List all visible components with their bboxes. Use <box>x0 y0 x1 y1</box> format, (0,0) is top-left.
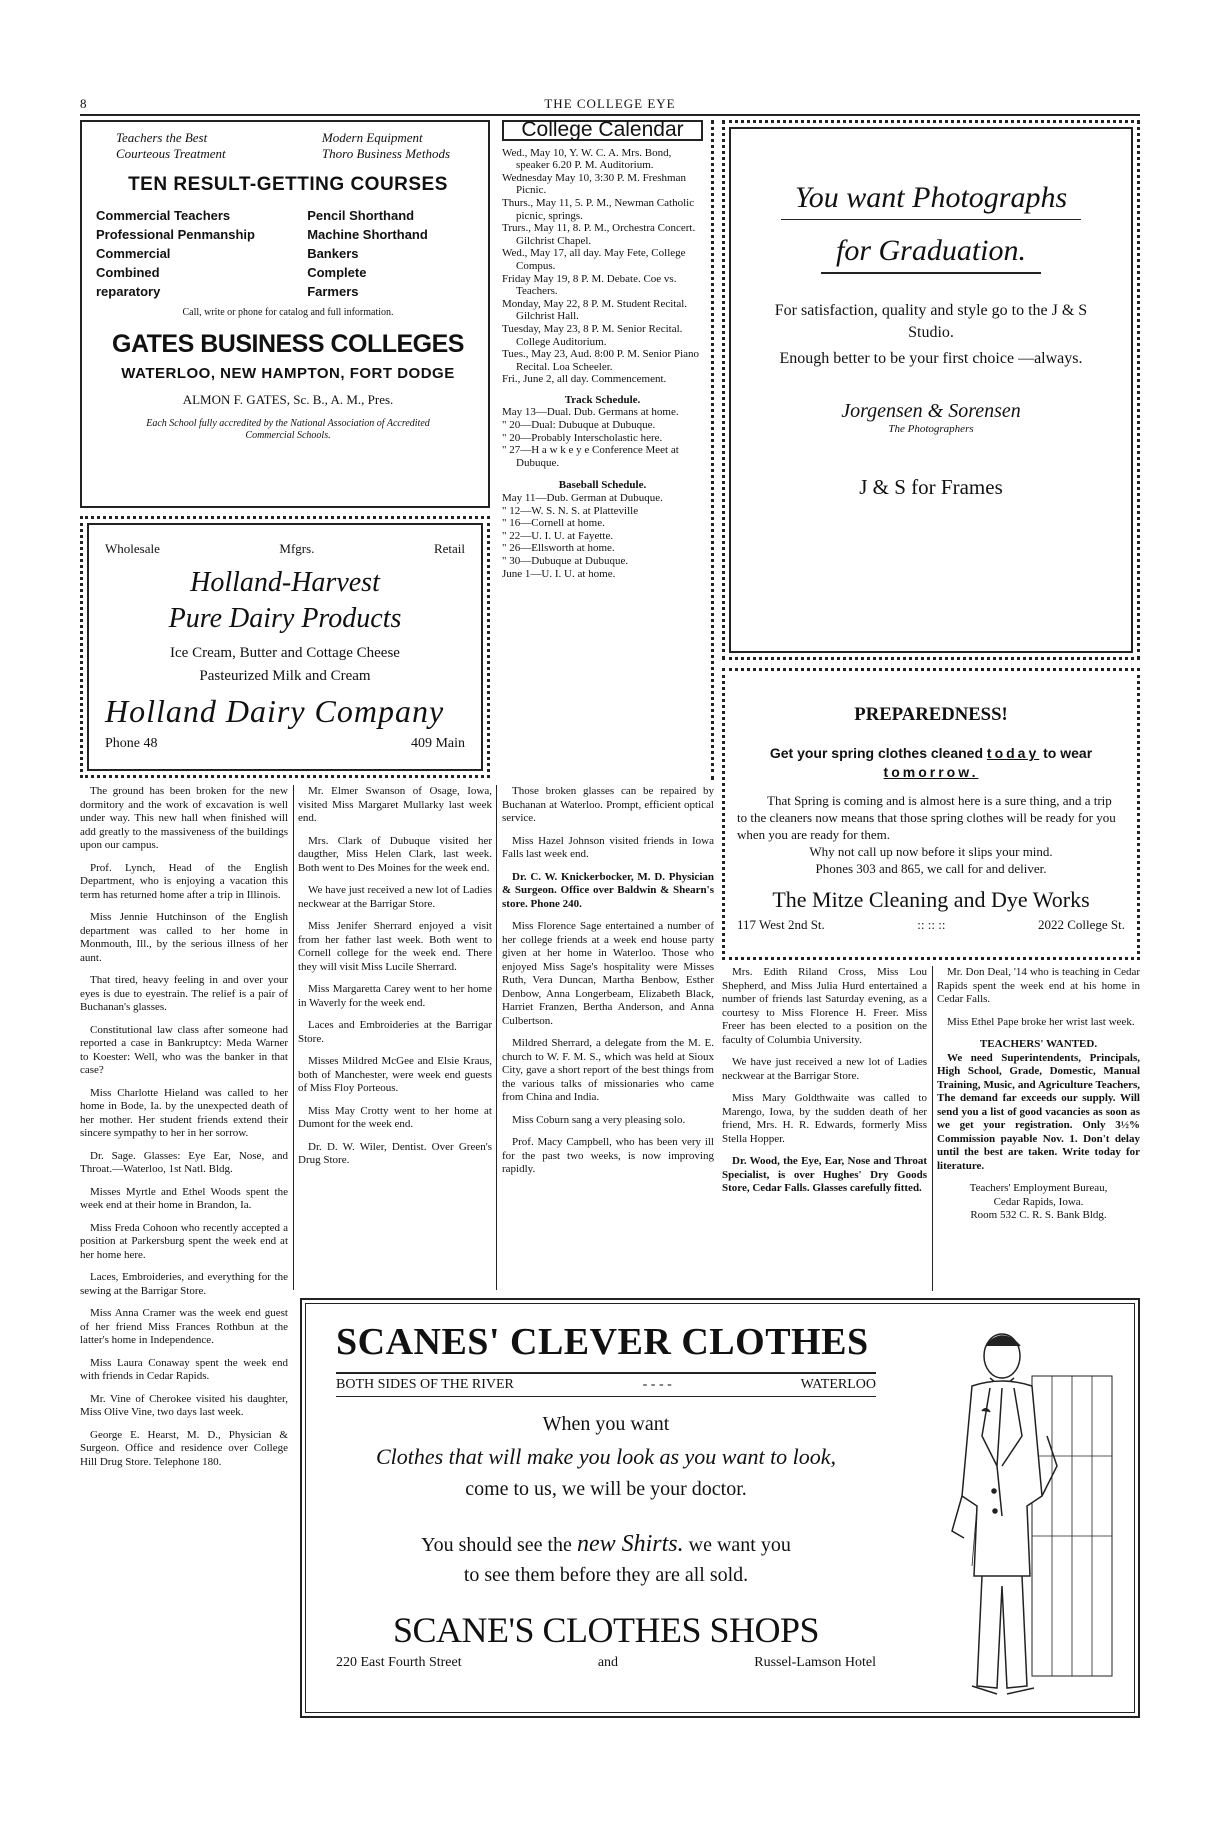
track-item: " 27—H a w k e y e Conference Meet at Dubuque. <box>502 444 679 469</box>
college-calendar <box>500 120 714 780</box>
scanes-line-2: Clothes that will make you look as you want to look, <box>375 1444 837 1469</box>
news-item: The ground has been broken for the new dormitory and the work of excavation is well under way. This new hall when finished will add greatly to the massiveness of the buildings upon our campus. <box>80 785 288 851</box>
news-item: Laces and Embroideries at the Barrigar Store. <box>298 1019 492 1045</box>
mitze-phones: Phones 303 and 865, we call for and deliver. <box>815 861 1047 877</box>
track-item: May 13—Dual. Dub. Germans at home. <box>502 406 679 419</box>
mitze-address-1: 117 West 2nd St. <box>737 917 825 933</box>
calendar-event: Wednesday May 10, 3:30 P. M. Freshman Picnic. <box>502 171 686 197</box>
track-item: " 20—Probably Interscholastic here. <box>502 431 663 444</box>
tagline-left: Teachers the Best Courteous Treatment <box>116 130 226 161</box>
mitze-subheadline: Get your spring clothes cleaned today to wear tomorrow. <box>769 745 1093 781</box>
calendar-event: Friday May 19, 8 P. M. Debate. Coe vs. Teachers. <box>502 272 677 298</box>
news-item: Constitutional law class after someone had reported a case in Bankruptcy: Meda Warner to Koester: Well, who was the banker in that case? <box>80 1023 288 1076</box>
course-item: Commercial Teachers <box>96 208 231 223</box>
phone: Phone 48 <box>105 736 158 751</box>
product-line-1: Ice Cream, Butter and Cottage Cheese <box>170 645 400 661</box>
news-item: We have just received a new lot of Ladies neckwear at the Barrigar Store. <box>722 1056 927 1082</box>
news-column-4 <box>722 966 927 1205</box>
news-item: Those broken glasses can be repaired by Buchanan at Waterloo. Prompt, efficient optical service. <box>502 785 714 824</box>
course-item: Machine Shorthand <box>307 227 428 242</box>
course-item: Commercial <box>96 246 171 261</box>
js-body-2: Enough better to be your first choice —always. <box>779 350 1083 367</box>
teachers-wanted-body: We need Superintendents, Principals, High School, Grade, Domestic, Manual Training, Music, and Agriculture Teachers, The demand far exceeds our supply. Will send you a list of good vacancies as soon as we get your registration. Only 3½% Commission payable Nov. 1. Don't delay until the best are taken. Write today for literature. <box>937 1051 1140 1172</box>
scanes-line-3: come to us, we will be your doctor. <box>465 1478 747 1500</box>
calendar-event: Tues., May 23, Aud. 8:00 P. M. Senior Piano Recital. Loa Scheeler. <box>502 348 700 373</box>
news-item: Miss Florence Sage entertained a number of her college friends at a week end house party given at her home in Waterloo. Those who enjoyed Miss Sage's hospitality were Misses Ruth, Vera Duncan, Martha Benbow, Esther Denbow, Anna Longerbeam, Elizabeth Black, Harriet Franzen, Bertha Anderson, and Anna Culbertson. <box>502 920 714 1027</box>
baseball-item: " 30—Dubuque at Dubuque. <box>502 555 629 567</box>
news-item: George E. Hearst, M. D., Physician & Surgeon. Office and residence over College Hill Drug Store. Telephone 180. <box>80 1428 288 1468</box>
news-column-1 <box>80 785 288 1478</box>
baseball-item: May 11—Dub. German at Dubuque. <box>502 492 663 505</box>
track-item: " 20—Dual: Dubuque at Dubuque. <box>502 419 656 432</box>
mitze-address-2: 2022 College St. <box>1037 917 1125 933</box>
gates-president: ALMON F. GATES, Sc. B., A. M., Pres. <box>182 392 394 407</box>
retail-label: Retail <box>433 541 465 556</box>
scanes-clever-clothes-ad <box>300 1298 1140 1718</box>
call-line: Call, write or phone for catalog and full information. <box>182 307 394 318</box>
news-item: Miss Jennie Hutchinson of the English department was called to her home in Monmouth, Ill., by the serious illness of her aunt. <box>80 911 288 964</box>
js-body-1: For satisfaction, quality and style go to the J & S Studio. <box>774 302 1088 341</box>
news-item: Miss Laura Conaway spent the week end with friends in Cedar Rapids. <box>80 1356 288 1382</box>
js-headline-1: You want Photographs <box>781 181 1081 220</box>
scanes-line-5: to see them before they are all sold. <box>463 1564 749 1586</box>
scanes-subline: BOTH SIDES OF THE RIVER - - - - WATERLOO <box>336 1372 876 1397</box>
teachers-wanted-title: TEACHERS' WANTED. <box>979 1038 1098 1050</box>
header-rule <box>80 114 1140 116</box>
mfgrs-label: Mfgrs. <box>279 541 315 556</box>
news-item: Miss Freda Cohoon who recently accepted a position at Parkersburg spent the week end at her home here. <box>80 1221 288 1261</box>
news-item: That tired, heavy feeling in and over your eyes is due to eyestrain. The relief is a pair of Buchanan's glasses. <box>80 974 288 1013</box>
js-headline-2: for Graduation. <box>821 234 1041 274</box>
scanes-line-1: When you want <box>542 1413 670 1435</box>
news-item: Dr. D. W. Wiler, Dentist. Over Green's Drug Store. <box>298 1140 492 1166</box>
news-item: Miss Coburn sang a very pleasing solo. <box>512 1113 686 1126</box>
calendar-event: Monday, May 22, 8 P. M. Student Recital. Gilchrist Hall. <box>502 297 688 323</box>
scanes-shops: SCANE'S CLOTHES SHOPS <box>392 1610 820 1650</box>
course-item: reparatory <box>96 284 161 299</box>
scanes-line-4: You should see the new Shirts. we want you <box>421 1531 791 1557</box>
js-studio-name: Jorgensen & Sorensen <box>841 400 1021 422</box>
news-item: Mr. Vine of Cherokee visited his daughter, Miss Olive Vine, two days last week. <box>80 1392 288 1418</box>
news-item: Laces, Embroideries, and everything for the sewing at the Barrigar Store. <box>80 1271 288 1297</box>
mitze-name: The Mitze Cleaning and Dye Works <box>772 887 1090 913</box>
newspaper-title: THE COLLEGE EYE <box>544 96 676 111</box>
calendar-event: Wed., May 10, Y. W. C. A. Mrs. Bond, speaker 6.20 P. M. Auditorium. <box>502 146 672 172</box>
jorgensen-sorensen-ad <box>722 120 1140 660</box>
baseball-item: " 26—Ellsworth at home. <box>502 542 615 555</box>
column-divider <box>496 785 497 1290</box>
tagline-right: Modern Equipment Thoro Business Methods <box>321 130 450 161</box>
news-item: Misses Mildred McGee and Elsie Kraus, both of Manchester, were week end guests of Miss Floy Porteous. <box>298 1055 492 1094</box>
wholesale-label: Wholesale <box>105 541 160 556</box>
news-item: Mr. Don Deal, '14 who is teaching in Cedar Rapids spent the week end at his home in Cedar Falls. <box>937 966 1140 1005</box>
product-line-2: Pasteurized Milk and Cream <box>199 668 371 684</box>
news-item: Misses Myrtle and Ethel Woods spent the week end at their home in Brandon, Ia. <box>80 1185 288 1211</box>
calendar-event: Trurs., May 11, 8. P. M., Orchestra Concert. Gilchrist Chapel. <box>502 222 696 247</box>
news-item: Prof. Macy Campbell, who has been very ill for the past two weeks, is now improving rapidly. <box>502 1136 714 1175</box>
news-item: Miss Jenifer Sherrard enjoyed a visit from her father last week. Both went to Cornell college for the week end. There they will visit Miss Lucile Sherrard. <box>298 920 492 973</box>
news-item: Miss Mary Goldthwaite was called to Marengo, Iowa, by the sudden death of her friend, Mrs. H. R. Edwards, formerly Miss Stella Hopper. <box>722 1092 927 1145</box>
news-column-3 <box>502 785 714 1186</box>
course-item: Bankers <box>307 246 359 261</box>
company-name: Holland Dairy Company <box>105 693 445 729</box>
baseball-item: " 12—W. S. N. S. at Platteville <box>502 504 639 517</box>
mitze-separator: :: :: :: <box>917 917 946 933</box>
news-item: Miss Charlotte Hieland was called to her home in Bode, Ia. by the unexpected death of her mother. Her student friends extend their sincere sympathy to her in her sorrow. <box>80 1086 288 1139</box>
baseball-item: June 1—U. I. U. at home. <box>502 567 616 580</box>
news-column-2 <box>298 785 492 1177</box>
calendar-event: Fri., June 2, all day. Commencement. <box>502 373 667 386</box>
news-item: Miss Ethel Pape broke her wrist last week. <box>947 1015 1135 1028</box>
preparedness-headline: PREPAREDNESS! <box>854 703 1008 725</box>
news-item: Miss Hazel Johnson visited friends in Iowa Falls last week end. <box>502 834 714 860</box>
course-item: Farmers <box>307 284 359 299</box>
news-item: Miss May Crotty went to her home at Dumont for the week end. <box>298 1104 492 1130</box>
news-item: Prof. Lynch, Head of the English Department, who is enjoying a vacation this term has returned home after a trip in Illinois. <box>80 861 288 901</box>
course-item: Professional Penmanship <box>96 227 255 242</box>
column-divider <box>932 966 933 1291</box>
gentleman-illustration <box>902 1316 1122 1706</box>
scanes-addresses: 220 East Fourth Street and Russel-Lamson Hotel <box>336 1655 876 1670</box>
gates-name: GATES BUSINESS COLLEGES <box>112 330 464 358</box>
news-item: Mr. Elmer Swanson of Osage, Iowa, visited Miss Margaret Mullarky last week end. <box>298 785 492 824</box>
scanes-headline: SCANES' CLEVER CLOTHES <box>336 1321 869 1363</box>
js-frames: J & S for Frames <box>859 475 1003 499</box>
mitze-body-1: That Spring is coming and is almost here is a sure thing, and a trip to the cleaners now means that those spring clothes will be ready for you when you are ready for them. <box>737 793 1116 843</box>
page-number: 8 <box>80 96 87 111</box>
news-column-5 <box>937 966 1140 1223</box>
baseball-item: " 22—U. I. U. at Fayette. <box>502 529 614 542</box>
news-item: Dr. Sage. Glasses: Eye Ear, Nose, and Throat.—Waterloo, 1st Natl. Bldg. <box>80 1149 288 1175</box>
calendar-event: Thurs., May 11, 5. P. M., Newman Catholic picnic, springs. <box>502 196 695 222</box>
course-item: Complete <box>307 265 367 280</box>
teachers-bureau: Teachers' Employment Bureau, Cedar Rapids, Iowa. Room 532 C. R. S. Bank Bldg. <box>969 1182 1108 1221</box>
news-item: Mrs. Clark of Dubuque visited her daugther, Miss Helen Clark, last week. Both went to Des Moines for the week end. <box>298 834 492 874</box>
courses-list <box>96 206 480 301</box>
track-schedule-title: Track Schedule. <box>564 393 641 406</box>
news-item: Miss Margaretta Carey went to her home in Waverly for the week end. <box>298 983 492 1009</box>
calendar-event: Wed., May 17, all day. May Fete, College Compus. <box>502 247 686 272</box>
news-item: Miss Anna Cramer was the week end guest of her friend Miss Frances Rothbun at the latter's home in Independence. <box>80 1307 288 1346</box>
news-item: Dr. Wood, the Eye, Ear, Nose and Throat Specialist, is over Hughes' Dry Goods Store, Cedar Falls. Glasses carefully fitted. <box>722 1155 927 1194</box>
mitze-body-2: Why not call up now before it slips your mind. <box>809 844 1053 860</box>
baseball-schedule-title: Baseball Schedule. <box>558 479 647 492</box>
js-studio-sub: The Photographers <box>888 423 974 435</box>
brand-name: Holland-Harvest <box>190 567 380 598</box>
column-divider <box>293 785 294 1290</box>
news-item: We have just received a new lot of Ladies neckwear at the Barrigar Store. <box>298 884 492 910</box>
gates-business-colleges-ad <box>80 120 490 508</box>
baseball-item: " 16—Cornell at home. <box>502 517 605 530</box>
mitze-cleaning-ad <box>722 668 1140 960</box>
page-header <box>80 96 1140 112</box>
courses-headline: TEN RESULT-GETTING COURSES <box>128 174 448 195</box>
gates-cities: WATERLOO, NEW HAMPTON, FORT DODGE <box>121 365 455 382</box>
news-item: Mrs. Edith Riland Cross, Miss Lou Shepherd, and Miss Julia Hurd entertained a number of friends last Saturday evening, as a courtesy to Miss Florence H. Freer. Miss Freer has been elected to a position on the faculty of Columbia University. <box>722 966 927 1046</box>
calendar-title: College Calendar <box>502 120 703 141</box>
brand-subtitle: Pure Dairy Products <box>168 603 402 634</box>
address: 409 Main <box>410 736 465 751</box>
news-item: Dr. C. W. Knickerbocker, M. D. Physician & Surgeon. Office over Baldwin & Shearn's store. Phone 240. <box>502 870 714 910</box>
gates-accreditation: Each School fully accredited by the National Association of Accredited Commercial Schools. <box>146 418 430 441</box>
calendar-event: Tuesday, May 23, 8 P. M. Senior Recital. College Auditorium. <box>502 322 683 348</box>
holland-dairy-ad <box>80 516 490 778</box>
course-item: Pencil Shorthand <box>307 208 415 223</box>
news-item: Mildred Sherrard, a delegate from the M. E. church to W. F. M. S., which was held at Sioux City, gave a short report of the best things from the various talks of missionaries who came from China and India. <box>502 1037 714 1103</box>
course-item: Combined <box>96 265 160 280</box>
